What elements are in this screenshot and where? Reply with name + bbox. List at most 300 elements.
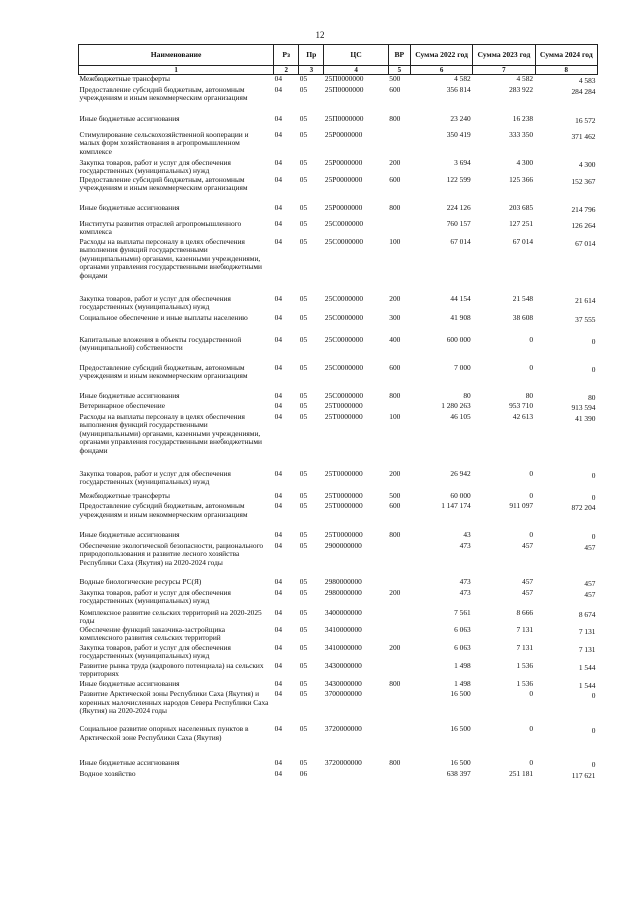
row-sum-2022: 473 bbox=[459, 587, 471, 597]
row-sum-2023: 4 582 bbox=[516, 74, 534, 84]
header-cs: ЦС bbox=[324, 45, 388, 66]
row-cs: 25П0000000 bbox=[324, 74, 364, 84]
header-pr: Пр bbox=[299, 45, 324, 66]
row-sum-2023: 38 608 bbox=[512, 312, 534, 322]
row-vr: 800 bbox=[389, 113, 401, 123]
row-cs: 3410000000 bbox=[324, 624, 362, 634]
row-sum-2022: 16 500 bbox=[450, 758, 471, 768]
table-row bbox=[79, 470, 598, 492]
row-sum-2024: 4 300 bbox=[578, 159, 596, 169]
row-sum-2023: 7 131 bbox=[516, 624, 534, 634]
row-sum-2022: 600 000 bbox=[446, 334, 471, 344]
row-sum-2024: 457 bbox=[584, 578, 596, 588]
row-sum-2023: 457 bbox=[522, 576, 534, 586]
row-sum-2023: 953 710 bbox=[509, 401, 534, 411]
row-cs: 25Т0000000 bbox=[324, 468, 363, 478]
row-sum-2023: 16 238 bbox=[512, 113, 534, 123]
row-vr bbox=[388, 725, 410, 759]
row-sum-2024: 37 555 bbox=[575, 314, 596, 324]
row-sum-2024: 0 bbox=[591, 336, 596, 346]
table-row bbox=[79, 502, 598, 531]
row-cs: 25С0000000 bbox=[324, 390, 364, 400]
table-row bbox=[79, 204, 598, 220]
row-sum-2023: 42 613 bbox=[512, 411, 534, 421]
row-sum-2024: 8 674 bbox=[578, 609, 596, 619]
row-cs: 25Т0000000 bbox=[324, 530, 363, 540]
row-pr: 05 bbox=[299, 129, 308, 139]
row-rz: 04 bbox=[274, 678, 283, 688]
row-rz: 04 bbox=[274, 689, 283, 699]
row-vr: 800 bbox=[389, 202, 401, 212]
row-rz: 04 bbox=[274, 202, 283, 212]
row-sum-2022: 60 000 bbox=[450, 490, 471, 500]
row-pr: 05 bbox=[299, 411, 308, 421]
row-sum-2022: 44 154 bbox=[450, 293, 471, 303]
row-sum-2023: 0 bbox=[529, 689, 534, 699]
row-vr: 500 bbox=[389, 490, 401, 500]
row-cs: 3430000000 bbox=[324, 678, 362, 688]
row-sum-2023: 67 014 bbox=[512, 236, 534, 246]
row-cs: 25С0000000 bbox=[324, 312, 364, 322]
row-name: Развитие Арктической зоны Республики Саха (Якутия) и коренных малочисленных народов Севера Республики Саха (Якутия) на 2020-2024 годы bbox=[79, 689, 269, 716]
row-sum-2023: 21 548 bbox=[512, 293, 534, 303]
row-cs: 25П0000000 bbox=[324, 113, 364, 123]
row-sum-2024: 126 264 bbox=[571, 220, 596, 230]
row-pr: 05 bbox=[299, 689, 308, 699]
row-rz: 04 bbox=[274, 530, 283, 540]
row-cs: 2980000000 bbox=[324, 576, 362, 586]
row-vr bbox=[388, 626, 410, 644]
row-name: Стимулирование сельскохозяйственной кооперации и малых форм хозяйствования в агропромышленном комплексе bbox=[79, 129, 249, 156]
row-pr: 05 bbox=[299, 218, 308, 228]
column-number: 3 bbox=[299, 66, 324, 75]
header-name: Наименование bbox=[79, 45, 274, 66]
table-row bbox=[79, 314, 598, 336]
budget-table bbox=[78, 44, 598, 780]
row-sum-2024: 7 131 bbox=[578, 644, 596, 654]
table-row bbox=[79, 220, 598, 238]
row-sum-2024: 872 204 bbox=[571, 503, 596, 513]
row-name: Закупка товаров, работ и услуг для обеспечения государственных (муниципальных) нужд bbox=[79, 293, 231, 312]
row-vr bbox=[388, 220, 410, 238]
row-pr: 05 bbox=[299, 312, 308, 322]
row-rz: 04 bbox=[274, 540, 283, 550]
row-vr bbox=[388, 578, 410, 589]
row-sum-2022: 7 561 bbox=[454, 607, 471, 617]
row-sum-2024: 117 621 bbox=[571, 770, 596, 780]
row-name: Закупка товаров, работ и услуг для обеспечения государственных (муниципальных) нужд bbox=[79, 642, 231, 661]
row-sum-2022: 26 942 bbox=[450, 468, 471, 478]
row-sum-2023: 0 bbox=[529, 362, 534, 372]
row-pr: 05 bbox=[299, 540, 308, 550]
row-sum-2024: 80 bbox=[588, 392, 596, 402]
row-cs: 25Р0000000 bbox=[324, 157, 363, 167]
row-vr: 600 bbox=[389, 84, 401, 94]
row-vr: 200 bbox=[389, 642, 401, 652]
row-rz: 04 bbox=[274, 401, 283, 411]
row-sum-2023: 1 536 bbox=[516, 660, 534, 670]
row-sum-2022: 473 bbox=[459, 540, 471, 550]
row-cs: 3410000000 bbox=[324, 642, 362, 652]
row-sum-2022: 7 000 bbox=[454, 362, 471, 372]
row-rz: 04 bbox=[274, 576, 283, 586]
row-sum-2022: 350 419 bbox=[446, 129, 471, 139]
row-pr: 05 bbox=[299, 530, 308, 540]
row-sum-2022: 16 500 bbox=[450, 724, 471, 734]
row-cs: 25Т0000000 bbox=[324, 401, 363, 411]
row-name: Капитальные вложения в объекты государственной (муниципальной) собственности bbox=[79, 334, 242, 353]
row-rz: 04 bbox=[274, 174, 283, 184]
row-vr: 400 bbox=[389, 334, 401, 344]
row-sum-2024: 457 bbox=[584, 542, 596, 552]
row-sum-2022: 6 063 bbox=[454, 642, 471, 652]
row-name: Иные бюджетные ассигнования bbox=[79, 530, 180, 540]
table-row bbox=[79, 770, 598, 781]
table-row bbox=[79, 725, 598, 759]
row-sum-2024: 913 594 bbox=[571, 403, 596, 413]
row-sum-2023: 8 666 bbox=[516, 607, 534, 617]
row-pr: 05 bbox=[299, 607, 308, 617]
row-name: Закупка товаров, работ и услуг для обеспечения государственных (муниципальных) нужд bbox=[79, 157, 231, 176]
row-name: Комплексное развитие сельских территорий на 2020-2025 годы bbox=[79, 607, 262, 626]
row-name: Межбюджетные трансферты bbox=[79, 490, 170, 500]
row-pr: 05 bbox=[299, 113, 308, 123]
column-number: 8 bbox=[535, 66, 597, 75]
row-pr: 05 bbox=[299, 724, 308, 734]
row-sum-2024: 16 572 bbox=[575, 115, 596, 125]
table-row bbox=[79, 176, 598, 204]
row-sum-2022: 16 500 bbox=[450, 689, 471, 699]
row-sum-2022: 356 814 bbox=[446, 84, 471, 94]
row-cs: 25С0000000 bbox=[324, 218, 364, 228]
row-sum-2022: 80 bbox=[463, 390, 471, 400]
row-sum-2023: 127 251 bbox=[509, 218, 534, 228]
row-rz: 04 bbox=[274, 501, 283, 511]
row-name: Обеспечение функций заказчика-застройщика комплексного развития сельских территорий bbox=[79, 624, 226, 643]
row-name: Ветеринарное обеспечение bbox=[79, 401, 166, 411]
row-pr: 05 bbox=[299, 468, 308, 478]
row-vr: 100 bbox=[389, 236, 401, 246]
row-name: Межбюджетные трансферты bbox=[79, 74, 170, 84]
row-pr: 05 bbox=[299, 660, 308, 670]
row-vr bbox=[388, 131, 410, 159]
row-sum-2023: 0 bbox=[529, 758, 534, 768]
row-sum-2022: 1 498 bbox=[454, 678, 471, 688]
row-sum-2023: 125 366 bbox=[509, 174, 534, 184]
row-sum-2024: 0 bbox=[591, 532, 596, 542]
row-cs: 25П0000000 bbox=[324, 84, 364, 94]
row-sum-2023: 251 181 bbox=[509, 768, 534, 778]
row-sum-2022: 1 280 263 bbox=[441, 401, 471, 411]
row-rz: 04 bbox=[274, 411, 283, 421]
row-sum-2023: 0 bbox=[529, 468, 534, 478]
row-vr: 600 bbox=[389, 174, 401, 184]
row-sum-2024: 1 544 bbox=[578, 662, 596, 672]
row-rz: 04 bbox=[274, 587, 283, 597]
row-cs: 2900000000 bbox=[324, 540, 362, 550]
row-pr: 05 bbox=[299, 334, 308, 344]
row-vr: 600 bbox=[389, 362, 401, 372]
row-vr: 300 bbox=[389, 312, 401, 322]
row-pr: 05 bbox=[299, 758, 308, 768]
row-pr: 05 bbox=[299, 576, 308, 586]
row-pr: 05 bbox=[299, 587, 308, 597]
row-sum-2022: 638 397 bbox=[446, 768, 471, 778]
header-sum-2022: Сумма 2022 год bbox=[410, 45, 472, 66]
row-pr: 05 bbox=[299, 642, 308, 652]
row-sum-2022: 473 bbox=[459, 576, 471, 586]
row-cs: 25С0000000 bbox=[324, 334, 364, 344]
row-pr: 05 bbox=[299, 678, 308, 688]
row-cs: 3430000000 bbox=[324, 660, 362, 670]
table-row bbox=[79, 238, 598, 295]
row-cs: 3400000000 bbox=[324, 607, 362, 617]
row-vr: 100 bbox=[389, 411, 401, 421]
row-pr: 05 bbox=[299, 362, 308, 372]
row-name: Институты развития отраслей агропромышленного комплекса bbox=[79, 218, 242, 237]
table-row bbox=[79, 115, 598, 131]
table-row bbox=[79, 589, 598, 609]
row-sum-2024: 1 544 bbox=[578, 680, 596, 690]
row-sum-2024: 0 bbox=[591, 691, 596, 701]
row-sum-2024: 0 bbox=[591, 760, 596, 770]
table-row bbox=[79, 131, 598, 159]
row-rz: 04 bbox=[274, 642, 283, 652]
row-rz: 04 bbox=[274, 724, 283, 734]
row-name: Иные бюджетные ассигнования bbox=[79, 113, 180, 123]
row-sum-2022: 41 908 bbox=[450, 312, 471, 322]
row-sum-2024: 371 462 bbox=[571, 131, 596, 141]
row-pr: 05 bbox=[299, 174, 308, 184]
row-cs: 25Т0000000 bbox=[324, 490, 363, 500]
row-sum-2023: 0 bbox=[529, 490, 534, 500]
row-rz: 04 bbox=[274, 758, 283, 768]
page-number: 12 bbox=[315, 30, 325, 40]
row-cs: 25Т0000000 bbox=[324, 411, 363, 421]
row-sum-2023: 4 300 bbox=[516, 157, 534, 167]
header-sum-2024: Сумма 2024 год bbox=[535, 45, 597, 66]
row-name: Иные бюджетные ассигнования bbox=[79, 390, 180, 400]
row-name: Закупка товаров, работ и услуг для обеспечения государственных (муниципальных) нужд bbox=[79, 587, 231, 606]
row-sum-2022: 1 498 bbox=[454, 660, 471, 670]
column-number: 7 bbox=[473, 66, 535, 75]
row-sum-2024: 0 bbox=[591, 364, 596, 374]
row-name: Водное хозяйство bbox=[79, 768, 136, 778]
row-sum-2023: 0 bbox=[529, 334, 534, 344]
row-name: Закупка товаров, работ и услуг для обеспечения государственных (муниципальных) нужд bbox=[79, 468, 231, 487]
row-pr: 05 bbox=[299, 490, 308, 500]
row-rz: 04 bbox=[274, 236, 283, 246]
row-sum-2022: 1 147 174 bbox=[441, 501, 471, 511]
row-sum-2022: 760 157 bbox=[446, 218, 471, 228]
row-name: Иные бюджетные ассигнования bbox=[79, 678, 180, 688]
table-row bbox=[79, 413, 598, 470]
row-rz: 04 bbox=[274, 84, 283, 94]
row-cs: 2980000000 bbox=[324, 587, 362, 597]
row-rz: 04 bbox=[274, 293, 283, 303]
row-sum-2022: 43 bbox=[463, 530, 471, 540]
row-sum-2023: 911 097 bbox=[509, 501, 534, 511]
table-row bbox=[79, 626, 598, 644]
row-pr: 05 bbox=[299, 202, 308, 212]
row-cs: 3720000000 bbox=[324, 758, 362, 768]
row-cs: 25Р0000000 bbox=[324, 174, 363, 184]
row-cs: 3700000000 bbox=[324, 689, 362, 699]
table-header-row bbox=[79, 45, 598, 66]
row-pr: 05 bbox=[299, 293, 308, 303]
column-number: 5 bbox=[388, 66, 410, 75]
row-rz: 04 bbox=[274, 312, 283, 322]
row-sum-2024: 0 bbox=[591, 470, 596, 480]
table-row bbox=[79, 578, 598, 589]
row-vr: 200 bbox=[389, 468, 401, 478]
row-rz: 04 bbox=[274, 607, 283, 617]
row-name: Предоставление субсидий бюджетным, автономным учреждениям и иным некоммерческим организациям bbox=[79, 84, 248, 103]
column-number: 6 bbox=[410, 66, 472, 75]
row-pr: 05 bbox=[299, 501, 308, 511]
row-sum-2022: 6 063 bbox=[454, 624, 471, 634]
header-vr: ВР bbox=[388, 45, 410, 66]
row-pr: 05 bbox=[299, 84, 308, 94]
row-rz: 04 bbox=[274, 218, 283, 228]
row-sum-2022: 67 014 bbox=[450, 236, 471, 246]
header-rz: Рз bbox=[274, 45, 299, 66]
column-number: 4 bbox=[324, 66, 388, 75]
row-pr: 05 bbox=[299, 624, 308, 634]
row-cs: 25Т0000000 bbox=[324, 501, 363, 511]
row-rz: 04 bbox=[274, 390, 283, 400]
row-sum-2024: 0 bbox=[591, 492, 596, 502]
row-sum-2023: 283 922 bbox=[509, 84, 534, 94]
row-vr: 200 bbox=[389, 587, 401, 597]
row-sum-2023: 457 bbox=[522, 540, 534, 550]
header-sum-2023: Сумма 2023 год bbox=[473, 45, 535, 66]
table-row bbox=[79, 690, 598, 725]
row-vr: 800 bbox=[389, 390, 401, 400]
row-sum-2024: 41 390 bbox=[575, 413, 596, 423]
row-pr: 05 bbox=[299, 236, 308, 246]
row-sum-2024: 21 614 bbox=[575, 295, 596, 305]
row-name: Предоставление субсидий бюджетным, автономным учреждениям и иным некоммерческим организациям bbox=[79, 501, 248, 519]
table-row bbox=[79, 86, 598, 115]
row-cs: 25Р0000000 bbox=[324, 129, 363, 139]
row-cs: 25Р0000000 bbox=[324, 202, 363, 212]
column-number: 1 bbox=[79, 66, 274, 75]
row-sum-2022: 46 105 bbox=[450, 411, 471, 421]
row-vr bbox=[388, 609, 410, 626]
row-sum-2024: 152 367 bbox=[571, 176, 596, 186]
row-sum-2024: 284 284 bbox=[571, 86, 596, 96]
row-name: Предоставление субсидий бюджетным, автономным учреждениям и иным некоммерческим организациям bbox=[79, 174, 248, 193]
row-rz: 04 bbox=[274, 113, 283, 123]
row-sum-2024: 457 bbox=[584, 589, 596, 599]
row-vr: 500 bbox=[389, 74, 401, 84]
row-sum-2023: 203 685 bbox=[509, 202, 534, 212]
row-cs: 25С0000000 bbox=[324, 236, 364, 246]
row-rz: 04 bbox=[274, 768, 283, 778]
row-pr: 05 bbox=[299, 74, 308, 84]
table-row bbox=[79, 644, 598, 662]
row-pr: 05 bbox=[299, 401, 308, 411]
row-sum-2022: 4 582 bbox=[454, 74, 471, 84]
row-name: Социальное обеспечение и иные выплаты населению bbox=[79, 312, 248, 322]
row-cs bbox=[324, 770, 388, 781]
row-vr bbox=[388, 690, 410, 725]
row-sum-2024: 0 bbox=[591, 726, 596, 736]
table-row bbox=[79, 609, 598, 626]
row-rz: 04 bbox=[274, 490, 283, 500]
table-row bbox=[79, 336, 598, 364]
row-name: Развитие рынка труда (кадрового потенциала) на сельских территориях bbox=[79, 660, 264, 679]
row-rz: 04 bbox=[274, 660, 283, 670]
row-vr bbox=[388, 662, 410, 680]
row-rz: 04 bbox=[274, 624, 283, 634]
row-sum-2023: 80 bbox=[525, 390, 534, 400]
row-pr: 05 bbox=[299, 157, 308, 167]
row-rz: 04 bbox=[274, 362, 283, 372]
row-sum-2022: 23 240 bbox=[450, 113, 471, 123]
row-name: Иные бюджетные ассигнования bbox=[79, 758, 180, 768]
row-name: Предоставление субсидий бюджетным, автономным учреждениям и иным некоммерческим организациям bbox=[79, 362, 248, 381]
row-sum-2022: 224 126 bbox=[446, 202, 471, 212]
row-vr: 800 bbox=[389, 758, 401, 768]
table-body bbox=[79, 75, 598, 781]
row-sum-2024: 4 583 bbox=[578, 76, 596, 86]
row-sum-2023: 0 bbox=[529, 724, 534, 734]
row-pr: 06 bbox=[299, 768, 308, 778]
row-sum-2024: 7 131 bbox=[578, 626, 596, 636]
row-rz: 04 bbox=[274, 468, 283, 478]
row-cs: 25С0000000 bbox=[324, 293, 364, 303]
table-row bbox=[79, 542, 598, 578]
table-row bbox=[79, 159, 598, 176]
row-cs: 3720000000 bbox=[324, 724, 362, 734]
row-sum-2023: 0 bbox=[529, 530, 534, 540]
row-vr bbox=[388, 542, 410, 578]
table-row bbox=[79, 364, 598, 392]
table-row bbox=[79, 662, 598, 680]
table-row bbox=[79, 295, 598, 314]
row-name: Обеспечение экологической безопасности, рационального природопользования и развитие лесного хозяйства Республики Саха (Якутия) на 2020-2024 годы bbox=[79, 540, 264, 567]
row-sum-2024: 67 014 bbox=[575, 238, 596, 248]
row-sum-2023: 333 350 bbox=[509, 129, 534, 139]
column-number: 2 bbox=[274, 66, 299, 75]
row-vr: 800 bbox=[389, 530, 401, 540]
row-rz: 04 bbox=[274, 157, 283, 167]
row-sum-2023: 1 536 bbox=[516, 678, 534, 688]
row-rz: 04 bbox=[274, 74, 283, 84]
row-sum-2024: 214 796 bbox=[571, 204, 596, 214]
row-name: Водные биологические ресурсы РС(Я) bbox=[79, 576, 202, 586]
row-sum-2022: 122 599 bbox=[446, 174, 471, 184]
row-rz: 04 bbox=[274, 129, 283, 139]
row-vr: 200 bbox=[389, 157, 401, 167]
table-row bbox=[79, 75, 598, 86]
row-rz: 04 bbox=[274, 334, 283, 344]
row-sum-2022: 3 694 bbox=[454, 157, 471, 167]
row-name: Иные бюджетные ассигнования bbox=[79, 202, 180, 212]
row-name: Социальное развитие опорных населенных пунктов в Арктической зоне Республики Саха (Якутия) bbox=[79, 724, 249, 742]
row-cs: 25С0000000 bbox=[324, 362, 364, 372]
row-name: Расходы на выплаты персоналу в целях обеспечения выполнения функций государственными (муниципальными) органами, казенными учреждениями, органами управления государственными внебюджетными фондами bbox=[79, 236, 262, 280]
row-pr: 05 bbox=[299, 390, 308, 400]
row-vr: 800 bbox=[389, 678, 401, 688]
row-sum-2023: 457 bbox=[522, 587, 534, 597]
row-name: Расходы на выплаты персоналу в целях обеспечения выполнения функций государственными (муниципальными) органами, казенными учреждениями, органами управления государственными внебюджетными фондами bbox=[79, 411, 262, 455]
row-sum-2023: 7 131 bbox=[516, 642, 534, 652]
row-vr: 600 bbox=[389, 501, 401, 511]
row-vr bbox=[388, 770, 410, 781]
